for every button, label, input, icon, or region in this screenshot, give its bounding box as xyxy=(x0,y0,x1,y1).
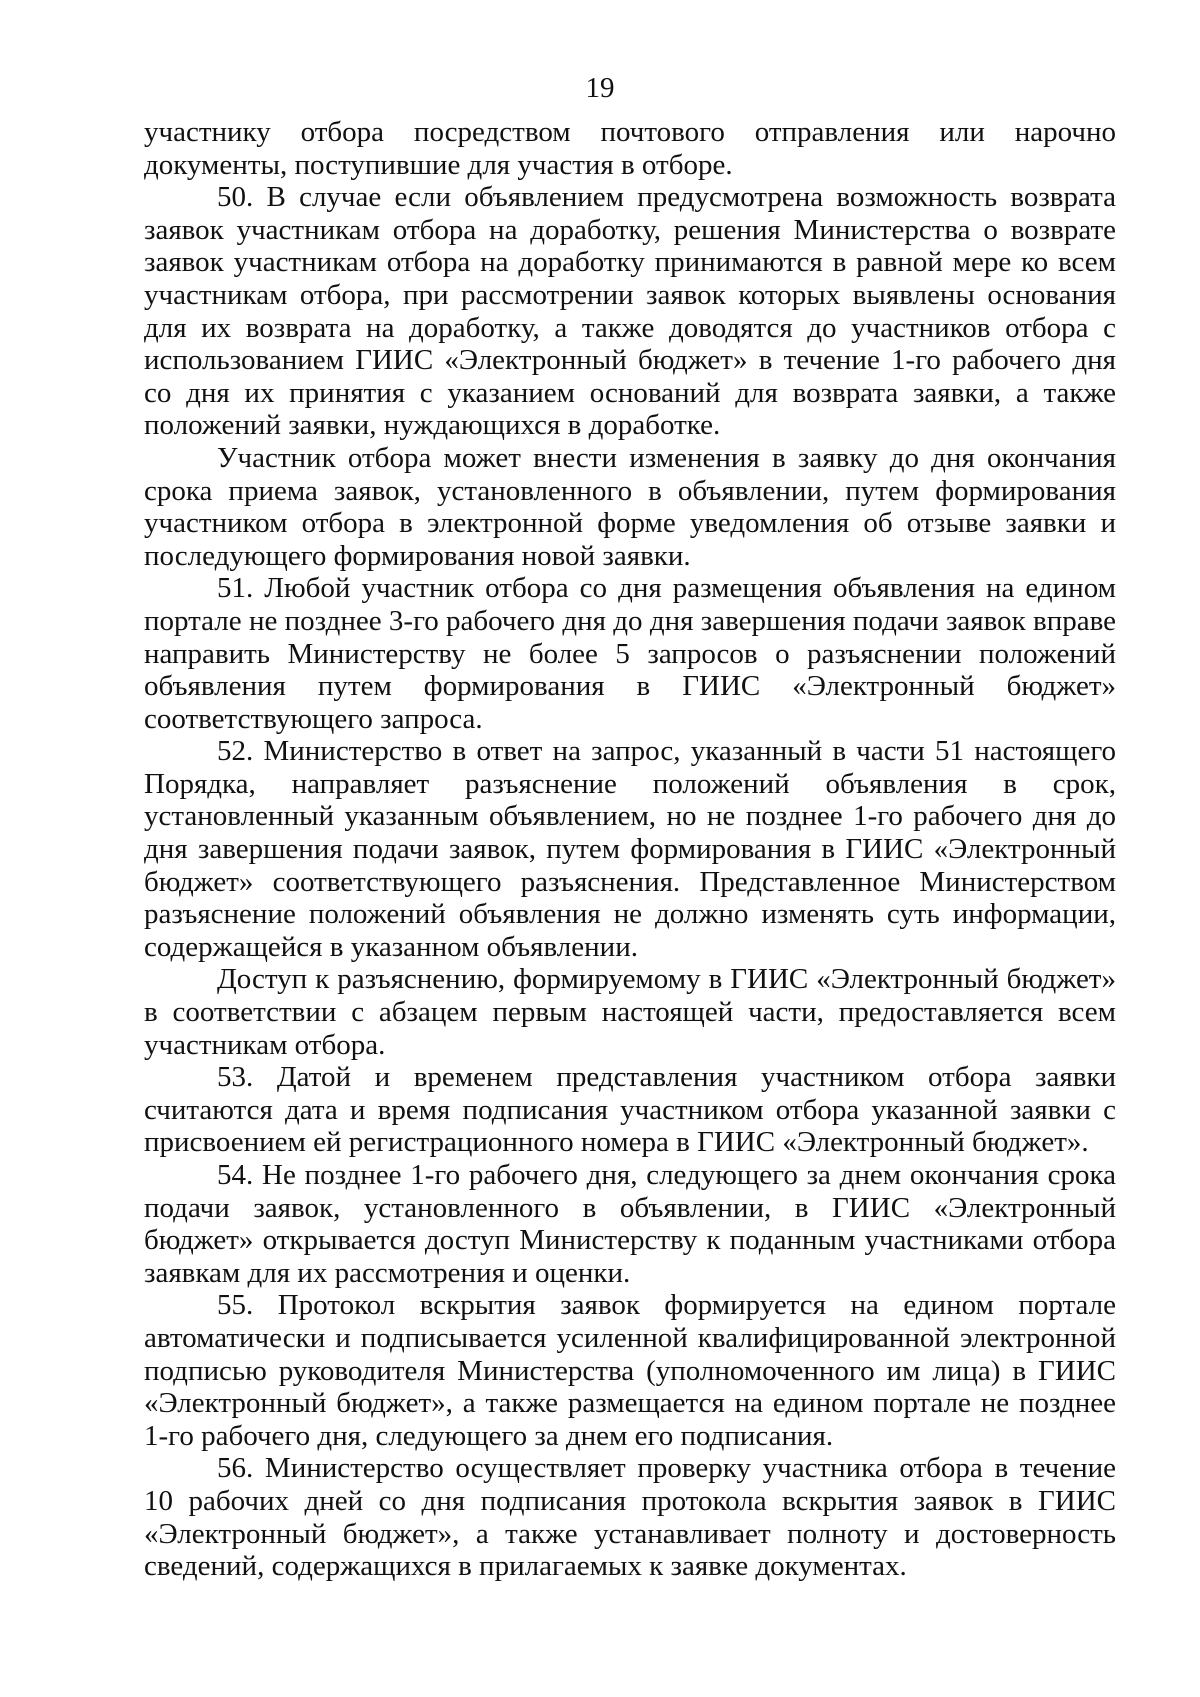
paragraph-50-amendment: Участник отбора может внести изменения в заявку до дня окончания срока приема заявок, установленного в объявлении, путем формирования участником отбора в электронной форме уведомления об отзыве заявки и последующего формирования новой заявки. xyxy=(144,441,1116,572)
paragraph-51: 51. Любой участник отбора со дня размещения объявления на едином портале не позднее 3-го рабочего дня до дня завершения подачи заявок вправе направить Министерству не более 5 запросов о разъяснении положений объявления путем формирования в ГИИС «Электронный бюджет» соответствующего запроса. xyxy=(144,572,1116,735)
paragraph-50: 50. В случае если объявлением предусмотрена возможность возврата заявок участникам отбора на доработку, решения Министерства о возврате заявок участникам отбора на доработку принимаются в равной мере ко всем участникам отбора, при рассмотрении заявок которых выявлены основания для их возврата на доработку, а также доводятся до участников отбора с использованием ГИИС «Электронный бюджет» в течение 1-го рабочего дня со дня их принятия с указанием оснований для возврата заявки, а также положений заявки, нуждающихся в доработке. xyxy=(144,181,1116,442)
paragraph-52: 52. Министерство в ответ на запрос, указанный в части 51 настоящего Порядка, направляет разъяснение положений объявления в срок, установленный указанным объявлением, но не позднее 1-го рабочего дня до дня завершения подачи заявок, путем формирования в ГИИС «Электронный бюджет» соответствующего разъяснения. Представленное Министерством разъяснение положений объявления не должно изменять суть информации, содержащейся в указанном объявлении. xyxy=(144,735,1116,963)
paragraph-55: 55. Протокол вскрытия заявок формируется на едином портале автоматически и подписывается усиленной квалифицированной электронной подписью руководителя Министерства (уполномоченного им лица) в ГИИС «Электронный бюджет», а также размещается на едином портале не позднее 1-го рабочего дня, следующего за днем его подписания. xyxy=(144,1289,1116,1452)
paragraph-continuation: участнику отбора посредством почтового отправления или нарочно документы, поступившие для участия в отборе. xyxy=(144,116,1116,181)
paragraph-54: 54. Не позднее 1-го рабочего дня, следующего за днем окончания срока подачи заявок, установленного в объявлении, в ГИИС «Электронный бюджет» открывается доступ Министерству к поданным участниками отбора заявкам для их рассмотрения и оценки. xyxy=(144,1159,1116,1289)
paragraph-56: 56. Министерство осуществляет проверку участника отбора в течение 10 рабочих дней со дня подписания протокола вскрытия заявок в ГИИС «Электронный бюджет», а также устанавливает полноту и достоверность сведений, содержащихся в прилагаемых к заявке документах. xyxy=(144,1452,1116,1583)
document-body xyxy=(144,116,1116,1583)
paragraph-52-access: Доступ к разъяснению, формируемому в ГИИС «Электронный бюджет» в соответствии с абзацем первым настоящей части, предоставляется всем участникам отбора. xyxy=(144,963,1116,1061)
paragraph-53: 53. Датой и временем представления участником отбора заявки считаются дата и время подписания участником отбора указанной заявки с присвоением ей регистрационного номера в ГИИС «Электронный бюджет». xyxy=(144,1061,1116,1159)
page-number: 19 xyxy=(585,72,615,104)
